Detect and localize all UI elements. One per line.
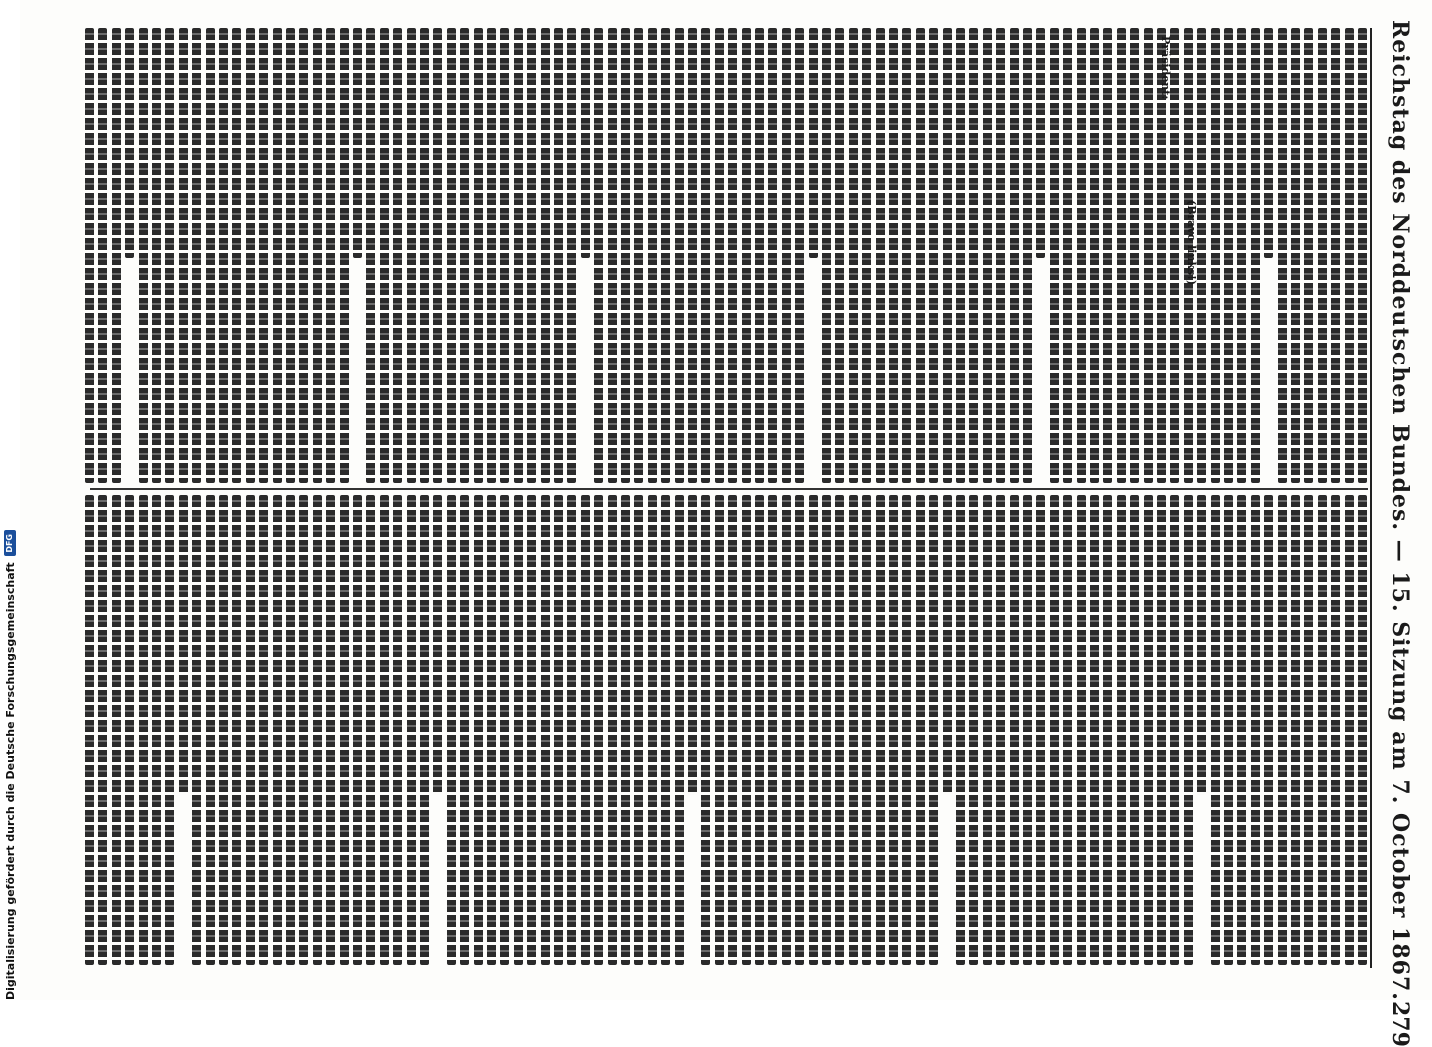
text-line [192,495,201,965]
text-column-right [85,495,1368,965]
text-line [742,28,751,483]
text-line [500,28,509,483]
text-line [541,495,550,965]
text-line [1291,28,1300,483]
text-line [259,495,268,965]
text-line [1345,495,1354,965]
text-line [299,28,308,483]
text-line [554,28,563,483]
text-line [1224,495,1233,965]
text-line [165,28,174,483]
text-line [755,28,764,483]
text-line [795,28,804,483]
text-line [380,495,389,965]
text-line [1304,28,1313,483]
text-line [768,495,777,965]
text-line [206,28,215,483]
text-line [876,28,885,483]
text-line [1264,495,1273,965]
text-line [1036,28,1045,258]
text-line [313,495,322,965]
text-line [634,495,643,965]
text-line [1358,28,1367,483]
text-line [943,28,952,483]
text-line [326,28,335,483]
text-line [474,28,483,483]
text-line [1090,495,1099,965]
text-line [219,28,228,483]
text-line [554,495,563,965]
text-line [340,495,349,965]
text-line [447,28,456,483]
text-column-left [85,28,1368,483]
text-line [929,495,938,965]
text-line [728,495,737,965]
text-line [1023,495,1032,965]
text-line [273,28,282,483]
text-line [969,28,978,483]
text-line [581,28,590,258]
text-line [246,495,255,965]
text-line [1103,495,1112,965]
text-line [1063,495,1072,965]
text-line [1211,495,1220,965]
text-line [125,495,134,965]
text-line [1331,28,1340,483]
text-line [1063,28,1072,483]
text-line [98,495,107,965]
text-line [621,495,630,965]
text-line [675,28,684,483]
text-line [192,28,201,483]
text-line [849,28,858,483]
text-line [862,495,871,965]
text-line [795,495,804,965]
text-line [902,495,911,965]
text-line [1010,28,1019,483]
text-line [1184,495,1193,965]
text-line [835,28,844,483]
text-line [742,495,751,965]
text-line [1345,28,1354,483]
text-line [1103,28,1112,483]
text-line [1197,28,1206,483]
text-line [366,495,375,965]
text-line [407,495,416,965]
text-line [849,495,858,965]
text-line [822,28,831,483]
text-line [969,495,978,965]
text-line [541,28,550,483]
text-line [956,495,965,965]
text-line [809,495,818,965]
text-line [1144,28,1153,483]
text-line [688,28,697,483]
text-line [366,28,375,483]
text-line [701,28,710,483]
text-line [929,28,938,483]
text-line [902,28,911,483]
text-line [889,495,898,965]
text-line [380,28,389,483]
text-line [1304,495,1313,965]
text-line [567,28,576,483]
text-line [1197,495,1206,795]
text-line [916,28,925,483]
header-rule [1370,28,1372,968]
text-line [661,28,670,483]
text-line [782,28,791,483]
text-line [889,28,898,483]
text-line [755,495,764,965]
text-line [232,495,241,965]
text-line [259,28,268,483]
text-line [996,495,1005,965]
text-line [1331,495,1340,965]
text-line [353,28,362,258]
header-title: Reichstag des Norddeutschen Bundes. — 15. Sitzung am 7. October 1867. [1387,20,1413,1001]
text-line [313,28,322,483]
text-line [661,495,670,965]
text-line [822,495,831,965]
text-line [983,495,992,965]
page-number: 279 [1387,1000,1413,1047]
text-line [1251,495,1260,965]
text-line [916,495,925,965]
text-line [1157,495,1166,965]
text-line [393,28,402,483]
text-line [728,28,737,483]
speaker-label: Präsident: [1159,36,1172,100]
text-line [1170,495,1179,965]
digitization-sidebar [0,0,20,1000]
text-line [1023,28,1032,483]
text-line [1130,28,1139,483]
text-line [1251,28,1260,483]
text-line [420,28,429,483]
text-line [206,495,215,965]
text-line [232,28,241,483]
text-line [246,28,255,483]
text-line [594,495,603,965]
text-line [487,495,496,965]
text-line [299,495,308,965]
text-line [581,495,590,965]
text-line [340,28,349,483]
text-line [862,28,871,483]
text-line [393,495,402,965]
text-line [621,28,630,483]
text-line [447,495,456,965]
text-line [125,28,134,258]
text-line [1264,28,1273,258]
text-line [152,28,161,483]
text-line [527,495,536,965]
text-line [85,28,94,483]
dfg-credit: Digitalisierung gefördert durch die Deutsche Forschungsgemeinschaft [3,562,17,1000]
dfg-logo: DFG [4,530,16,556]
page-header [1380,20,1420,1047]
text-line [514,495,523,965]
text-line [1077,495,1086,965]
text-line [420,495,429,965]
column-divider [90,488,1368,490]
text-line [179,28,188,483]
text-line [1291,495,1300,965]
text-line [996,28,1005,483]
text-line [353,495,362,965]
text-line [1237,28,1246,483]
text-line [1117,28,1126,483]
text-line [809,28,818,258]
text-line [219,495,228,965]
text-line [1211,28,1220,483]
text-line [85,495,94,965]
text-line [152,495,161,965]
text-line [179,495,188,795]
text-line [983,28,992,483]
text-line [1237,495,1246,965]
text-line [768,28,777,483]
text-line [112,28,121,483]
text-line [608,495,617,965]
text-line [675,495,684,965]
text-line [1358,495,1367,965]
text-line [112,495,121,965]
text-line [487,28,496,483]
text-line [1318,495,1327,965]
text-line [835,495,844,965]
text-line [527,28,536,483]
text-line [701,495,710,965]
text-line [782,495,791,965]
text-line [460,28,469,483]
text-line [326,495,335,965]
text-line [1077,28,1086,483]
text-line [715,495,724,965]
text-line [1278,495,1287,965]
text-line [943,495,952,795]
text-line [634,28,643,483]
text-line [648,28,657,483]
text-line [594,28,603,483]
bravo-note: (Bravo links!) [1185,200,1198,286]
text-line [1050,28,1059,483]
text-line [433,28,442,483]
text-line [1090,28,1099,483]
text-line [876,495,885,965]
text-line [139,28,148,483]
text-line [165,495,174,965]
text-line [139,495,148,965]
text-line [1117,495,1126,965]
text-line [460,495,469,965]
text-line [500,495,509,965]
text-line [1224,28,1233,483]
text-line [688,495,697,795]
text-line [1278,28,1287,483]
text-line [407,28,416,483]
text-line [608,28,617,483]
text-line [956,28,965,483]
text-line [1010,495,1019,965]
text-line [474,495,483,965]
text-line [1144,495,1153,965]
text-line [514,28,523,483]
text-line [286,28,295,483]
text-line [1050,495,1059,965]
text-line [715,28,724,483]
text-line [567,495,576,965]
text-line [1318,28,1327,483]
text-line [1036,495,1045,965]
text-line [648,495,657,965]
text-line [1130,495,1139,965]
text-line [433,495,442,795]
text-line [286,495,295,965]
text-line [273,495,282,965]
text-line [98,28,107,483]
